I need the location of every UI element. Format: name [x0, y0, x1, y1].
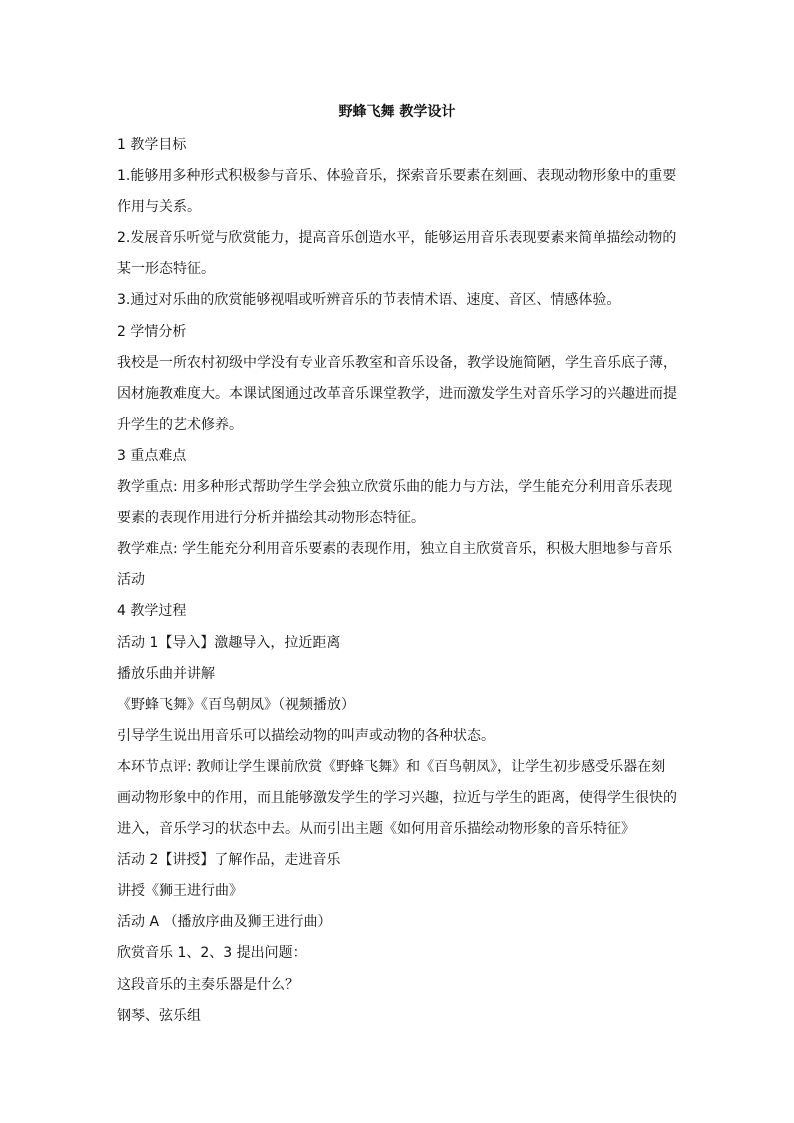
document-title: 野蜂飞舞 教学设计	[338, 104, 456, 120]
paragraph-line: 升学生的艺术修养。	[117, 416, 243, 433]
section-heading-objectives: 1 教学目标	[117, 137, 187, 153]
paragraph-line: 引导学生说出用音乐可以描绘动物的叫声或动物的各种状态。	[117, 727, 495, 744]
paragraph-line: 1.能够用多种形式积极参与音乐、体验音乐，探索音乐要素在刻画、表现动物形象中的重要	[117, 168, 677, 185]
paragraph-line: 活动	[117, 572, 145, 589]
paragraph-line: 因材施教难度大。本课试图通过改革音乐课堂教学，进而激发学生对音乐学习的兴趣进而提	[117, 385, 677, 402]
paragraph-line: 播放乐曲并讲解	[117, 665, 215, 682]
paragraph-line: 进入，音乐学习的状态中去。从而引出主题《如何用音乐描绘动物形象的音乐特征》	[117, 821, 635, 838]
paragraph-line: 2.发展音乐听觉与欣赏能力，提高音乐创造水平，能够运用音乐表现要素来简单描绘动物的	[117, 230, 677, 247]
paragraph-line: 3.通过对乐曲的欣赏能够视唱或听辨音乐的节表情术语、速度、音区、情感体验。	[117, 292, 621, 309]
paragraph-line: 某一形态特征。	[117, 261, 215, 278]
paragraph-line: 要素的表现作用进行分析并描绘其动物形态特征。	[117, 510, 425, 527]
paragraph-line: 活动 2【讲授】了解作品，走进音乐	[117, 852, 341, 869]
paragraph-line: 《野蜂飞舞》《百鸟朝凤》（视频播放）	[117, 696, 355, 713]
paragraph-line: 活动 1【导入】激趣导入，拉近距离	[117, 634, 341, 651]
paragraph-line: 这段音乐的主奏乐器是什么？	[117, 976, 299, 993]
paragraph-line: 活动 A （播放序曲及狮王进行曲）	[117, 914, 332, 931]
paragraph-line: 讲授《狮王进行曲》	[117, 883, 243, 900]
paragraph-line: 教学重点: 用多种形式帮助学生学会独立欣赏乐曲的能力与方法，学生能充分利用音乐表现	[117, 479, 673, 496]
paragraph-line: 我校是一所农村初级中学没有专业音乐教室和音乐设备，教学设施简陋，学生音乐底子薄，	[117, 354, 677, 371]
paragraph-line: 钢琴、弦乐组	[117, 1007, 201, 1024]
paragraph-line: 教学难点: 学生能充分利用音乐要素的表现作用，独立自主欣赏音乐，积极大胆地参与音乐	[117, 541, 673, 558]
paragraph-line: 欣赏音乐 1、2、3 提出问题：	[117, 945, 307, 962]
paragraph-line: 本环节点评: 教师让学生课前欣赏《野蜂飞舞》和《百鸟朝凤》，让学生初步感受乐器在刻	[117, 758, 666, 775]
section-heading-analysis: 2 学情分析	[117, 323, 187, 340]
section-heading-process: 4 教学过程	[117, 603, 187, 620]
paragraph-line: 作用与关系。	[117, 199, 201, 216]
section-heading-key-points: 3 重点难点	[117, 447, 187, 464]
paragraph-line: 画动物形象中的作用，而且能够激发学生的学习兴趣，拉近与学生的距离，使得学生很快的	[117, 789, 677, 806]
document-body	[117, 130, 679, 1032]
